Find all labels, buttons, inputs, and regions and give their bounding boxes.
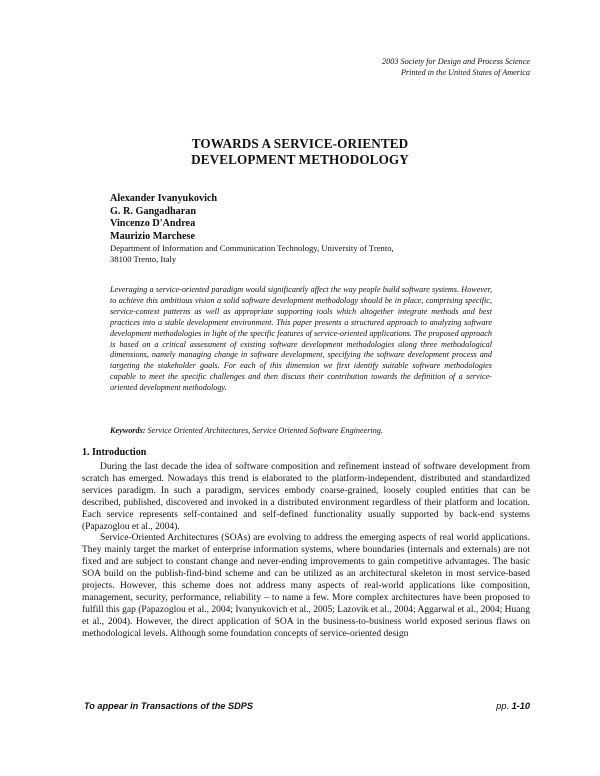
footer-pages bbox=[496, 701, 530, 711]
footer-pages-prefix: pp. bbox=[496, 701, 512, 711]
body-paragraph: During the last decade the idea of software composition and refinement instead of software development from scratch has emerged. Nowadays this trend is elaborated to the platform-independent, distributed and standardized services paradigm. In such a paradigm, services embody coarse-grained, loosely coupled entities that can be described, published, discovered and invoked in a distributed environment regardless of their platform and location. Each service represents self-contained and self-defined functionality usually supported by back-end systems (Papazoglou et al., 2004). bbox=[82, 462, 530, 532]
author-name: G. R. Gangadharan bbox=[110, 205, 197, 217]
keywords-text: Service Oriented Architectures, Service Oriented Software Engineering. bbox=[147, 426, 383, 435]
keywords bbox=[110, 425, 383, 436]
affiliation bbox=[110, 243, 394, 265]
section-body bbox=[82, 462, 530, 641]
keywords-label: Keywords: bbox=[110, 426, 146, 435]
author-name: Alexander Ivanyukovich bbox=[110, 193, 218, 204]
journal-header-line1: 2003 Society for Design and Process Science bbox=[382, 57, 530, 66]
author-name: Vincenzo D'Andrea bbox=[110, 218, 196, 230]
author-list bbox=[110, 193, 217, 243]
journal-header-line2: Printed in the United States of America bbox=[400, 68, 530, 77]
footer-journal: To appear in Transactions of the SDPS bbox=[84, 701, 253, 711]
affiliation-line1: Department of Information and Communication Technology, University of Trento, bbox=[110, 243, 394, 253]
journal-header bbox=[382, 56, 530, 78]
footer-pages-range: 1-10 bbox=[511, 701, 530, 711]
author-name: Maurizio Marchese bbox=[110, 230, 195, 242]
paper-title-line1: TOWARDS A SERVICE-ORIENTED bbox=[191, 136, 409, 151]
body-paragraph: Service-Oriented Architectures (SOAs) are evolving to address the emerging aspects of real world applications. They mainly target the market of enterprise information systems, where boundaries (internals and externals) are not fixed and are subject to constant change and never-ending improvements to gain competitive advantages. The basic SOA build on the publish-find-bind scheme and can be utilized as an architectural skeleton in most service-based projects. However, this scheme does not address many aspects of real-world applications like composition, management, security, performance, reliability – to name a few. More complex architectures have been proposed to fulfill this gap (Papazoglou et al., 2004; Ivanyukovich et al., 2005; Lazovik et al., 2004; Aggarwal et al., 2004; Huang et al., 2004). However, the direct application of SOA in the business-to-business world exposed serious flaws on methodological levels. Although some foundation concepts of service-oriented design bbox=[82, 533, 530, 639]
abstract: Leveraging a service-oriented paradigm would significantly affect the way people build software systems. However, to achieve this ambitious vision a solid software development methodology should be in place, comprising specific, service-context patterns as well as appropriate supporting tools which altogether integrate methods and best practices into a stable development environment. This paper presents a structured approach to analyzing software development methodologies in light of the specific features of service-oriented applications. The proposed approach is based on a critical assessment of existing software development methodologies along three methodological dimensions, namely managing change in software development, specifying the software development process and targeting the stakeholder goals. For each of this dimension we first identify suitable software methodologies capable to meet the specific challenges and then discuss their contribution towards the definition of a service-oriented development methodology. bbox=[110, 285, 492, 393]
section-heading: 1. Introduction bbox=[82, 447, 147, 458]
paper-title bbox=[0, 136, 600, 168]
paper-title-line2: DEVELOPMENT METHODOLOGY bbox=[191, 152, 409, 167]
affiliation-line2: 38100 Trento, Italy bbox=[110, 254, 177, 265]
